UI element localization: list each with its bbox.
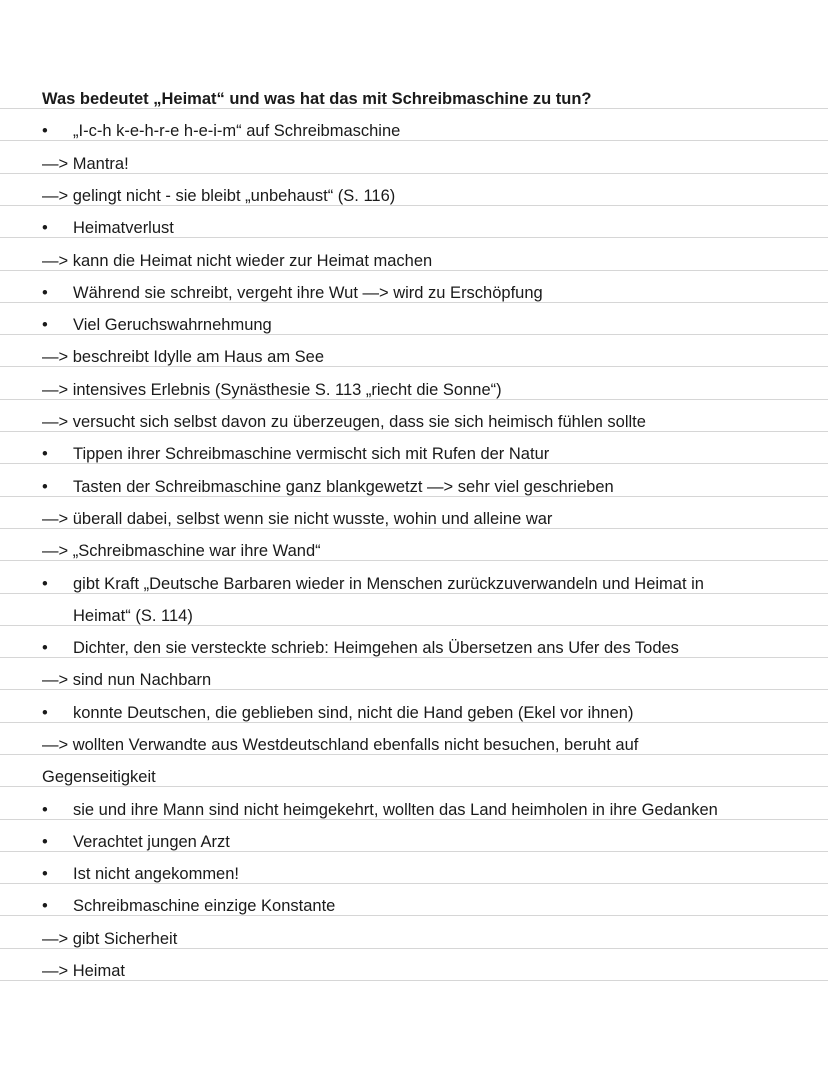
bullet-text: Tippen ihrer Schreibmaschine vermischt sich mit Rufen der Natur [73,445,550,463]
bullet-dot-icon: • [42,865,48,883]
bullet-dot-icon: • [42,316,48,334]
arrow-note: —> wollten Verwandte aus Westdeutschland ebenfalls nicht besuchen, beruht auf [42,736,639,754]
bullet-text: Während sie schreibt, vergeht ihre Wut —> wird zu Erschöpfung [73,284,543,302]
bullet-dot-icon: • [42,801,48,819]
bullet-item [42,702,818,724]
arrow-note: —> gelingt nicht - sie bleibt „unbehaust“ (S. 116) [42,187,396,205]
bullet-continuation [42,605,818,627]
bullet-text: Schreibmaschine einzige Konstante [73,897,336,915]
bullet-item [42,443,818,465]
bullet-dot-icon: • [42,704,48,722]
bullet-text: „I-c-h k-e-h-r-e h-e-i-m“ auf Schreibmaschine [73,122,401,140]
bullet-item [42,314,818,336]
bullet-text: konnte Deutschen, die geblieben sind, nicht die Hand geben (Ekel vor ihnen) [73,704,634,722]
bullet-item [42,895,818,917]
arrow-note: —> kann die Heimat nicht wieder zur Heimat machen [42,252,433,270]
bullet-dot-icon: • [42,284,48,302]
bullet-dot-icon: • [42,833,48,851]
bullet-text: Ist nicht angekommen! [73,865,239,883]
bullet-dot-icon: • [42,219,48,237]
bullet-text: Dichter, den sie versteckte schrieb: Heimgehen als Übersetzen ans Ufer des Todes [73,639,679,657]
bullet-item [42,573,818,595]
bullet-item [42,217,818,239]
arrow-note: Gegenseitigkeit [42,768,156,786]
bullet-item [42,863,818,885]
bullet-item [42,476,818,498]
arrow-note: —> intensives Erlebnis (Synästhesie S. 113 „riecht die Sonne“) [42,381,502,399]
arrow-note: —> Heimat [42,962,125,980]
bullet-item [42,120,818,142]
arrow-note: —> sind nun Nachbarn [42,671,212,689]
page-title: Was bedeutet „Heimat“ und was hat das mit Schreibmaschine zu tun? [42,90,592,108]
arrow-note: —> „Schreibmaschine war ihre Wand“ [42,542,321,560]
bullet-dot-icon: • [42,445,48,463]
bullet-dot-icon: • [42,575,48,593]
bullet-text: Viel Geruchswahrnehmung [73,316,272,334]
bullet-text: Tasten der Schreibmaschine ganz blankgewetzt —> sehr viel geschrieben [73,478,614,496]
arrow-note: —> gibt Sicherheit [42,930,178,948]
bullet-text: sie und ihre Mann sind nicht heimgekehrt, wollten das Land heimholen in ihre Gedanken [73,801,718,819]
arrow-note: —> versucht sich selbst davon zu überzeugen, dass sie sich heimisch fühlen sollte [42,413,646,431]
bullet-text: Verachtet jungen Arzt [73,833,230,851]
bullet-item [42,799,818,821]
arrow-note: —> beschreibt Idylle am Haus am See [42,348,325,366]
bullet-item [42,637,818,659]
bullet-item [42,831,818,853]
bullet-text: gibt Kraft „Deutsche Barbaren wieder in Menschen zurückzuverwandeln und Heimat in [73,575,704,593]
bullet-dot-icon: • [42,897,48,915]
arrow-note: —> Mantra! [42,155,129,173]
bullet-dot-icon: • [42,122,48,140]
bullet-text: Heimatverlust [73,219,174,237]
bullet-item [42,282,818,304]
arrow-note: —> überall dabei, selbst wenn sie nicht wusste, wohin und alleine war [42,510,553,528]
continuation-text: Heimat“ (S. 114) [73,607,193,625]
bullet-dot-icon: • [42,639,48,657]
bullet-dot-icon: • [42,478,48,496]
